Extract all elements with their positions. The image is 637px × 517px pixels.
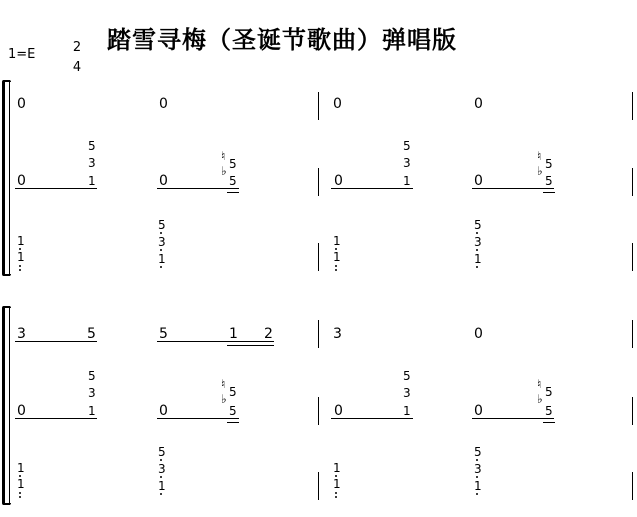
octave-dot — [476, 266, 478, 268]
bass-note: 1 — [17, 477, 25, 491]
natural-sign: ♮ — [537, 149, 542, 163]
chord-note: 5 — [229, 385, 237, 399]
chord-note: 3 — [403, 156, 411, 170]
chord-note: 5 — [545, 404, 553, 418]
chord-note: 5 — [403, 139, 411, 153]
note: 0 — [17, 96, 26, 112]
barline — [632, 320, 633, 348]
octave-dot — [160, 249, 162, 251]
flat-sign: ♭ — [221, 392, 227, 406]
note: 3 — [333, 326, 342, 342]
octave-dot — [335, 248, 337, 250]
beam — [543, 422, 555, 423]
bass-note: 1 — [158, 479, 166, 493]
octave-dot — [19, 269, 21, 271]
chord-note: 1 — [88, 404, 96, 418]
note: 0 — [17, 173, 26, 189]
note: 0 — [474, 403, 483, 419]
beam — [472, 418, 554, 419]
chord-note: 5 — [545, 174, 553, 188]
octave-dot — [476, 459, 478, 461]
beam — [157, 418, 239, 419]
bass-note: 3 — [158, 462, 166, 476]
beam — [15, 341, 97, 342]
bass-note: 3 — [474, 235, 482, 249]
beam — [157, 188, 239, 189]
score-title: 踏雪寻梅（圣诞节歌曲）弹唱版 — [107, 25, 457, 54]
chord-note: 1 — [403, 404, 411, 418]
beam — [331, 188, 413, 189]
bass-note: 5 — [474, 445, 482, 459]
barline — [318, 243, 319, 271]
bass-note: 1 — [17, 461, 25, 475]
octave-dot — [160, 459, 162, 461]
beam — [472, 188, 554, 189]
barline — [318, 92, 319, 120]
chord-note: 5 — [229, 404, 237, 418]
octave-dot — [476, 493, 478, 495]
note: 0 — [333, 96, 342, 112]
chord-note: 3 — [403, 386, 411, 400]
bass-note: 1 — [333, 234, 341, 248]
chord-note: 5 — [88, 369, 96, 383]
bass-note: 1 — [17, 250, 25, 264]
octave-dot — [476, 476, 478, 478]
octave-dot — [19, 475, 21, 477]
beam — [227, 422, 239, 423]
note: 0 — [17, 403, 26, 419]
note: 0 — [159, 173, 168, 189]
barline — [318, 472, 319, 500]
chord-note: 5 — [229, 157, 237, 171]
natural-sign: ♮ — [221, 149, 226, 163]
key-signature: 1=E — [8, 47, 36, 62]
time-sig-top: 2 — [72, 40, 82, 55]
bass-note: 5 — [158, 218, 166, 232]
octave-dot — [476, 232, 478, 234]
barline — [318, 320, 319, 348]
natural-sign: ♮ — [221, 377, 226, 391]
note: 0 — [474, 96, 483, 112]
chord-note: 3 — [88, 386, 96, 400]
barline — [632, 397, 633, 425]
bass-note: 1 — [333, 250, 341, 264]
octave-dot — [335, 492, 337, 494]
octave-dot — [19, 265, 21, 267]
chord-note: 5 — [403, 369, 411, 383]
octave-dot — [335, 265, 337, 267]
barline — [632, 472, 633, 500]
note: 3 — [17, 326, 26, 342]
octave-dot — [335, 475, 337, 477]
system-bracket-line — [9, 306, 10, 505]
bass-note: 5 — [474, 218, 482, 232]
barline — [632, 168, 633, 196]
octave-dot — [19, 496, 21, 498]
flat-sign: ♭ — [537, 164, 543, 178]
chord-note: 5 — [229, 174, 237, 188]
chord-note: 1 — [403, 174, 411, 188]
beam — [15, 418, 97, 419]
note: 5 — [159, 326, 168, 342]
octave-dot — [160, 476, 162, 478]
chord-note: 3 — [88, 156, 96, 170]
bass-note: 3 — [474, 462, 482, 476]
bass-note: 3 — [158, 235, 166, 249]
octave-dot — [160, 266, 162, 268]
chord-note: 1 — [88, 174, 96, 188]
note: 1 — [229, 326, 238, 342]
bass-note: 1 — [474, 479, 482, 493]
octave-dot — [476, 249, 478, 251]
beam — [227, 192, 239, 193]
beam — [157, 341, 274, 342]
beam — [331, 418, 413, 419]
barline — [318, 397, 319, 425]
note: 5 — [87, 326, 96, 342]
bass-note: 5 — [158, 445, 166, 459]
chord-note: 5 — [88, 139, 96, 153]
chord-note: 5 — [545, 157, 553, 171]
chord-note: 5 — [545, 385, 553, 399]
time-signature — [70, 38, 84, 78]
octave-dot — [160, 493, 162, 495]
octave-dot — [19, 492, 21, 494]
flat-sign: ♭ — [537, 392, 543, 406]
barline — [632, 92, 633, 120]
octave-dot — [19, 248, 21, 250]
note: 0 — [159, 403, 168, 419]
barline — [632, 243, 633, 271]
note: 0 — [334, 403, 343, 419]
bass-note: 1 — [158, 252, 166, 266]
system-bracket-line — [9, 80, 10, 276]
octave-dot — [160, 232, 162, 234]
note: 0 — [159, 96, 168, 112]
bass-note: 1 — [17, 234, 25, 248]
beam — [227, 345, 274, 346]
beam — [543, 192, 555, 193]
natural-sign: ♮ — [537, 377, 542, 391]
bass-note: 1 — [333, 477, 341, 491]
octave-dot — [335, 269, 337, 271]
bass-note: 1 — [333, 461, 341, 475]
beam — [15, 188, 97, 189]
note: 0 — [334, 173, 343, 189]
octave-dot — [335, 496, 337, 498]
bass-note: 1 — [474, 252, 482, 266]
time-sig-bottom: 4 — [72, 60, 82, 75]
barline — [318, 168, 319, 196]
note: 2 — [264, 326, 273, 342]
note: 0 — [474, 326, 483, 342]
flat-sign: ♭ — [221, 164, 227, 178]
note: 0 — [474, 173, 483, 189]
